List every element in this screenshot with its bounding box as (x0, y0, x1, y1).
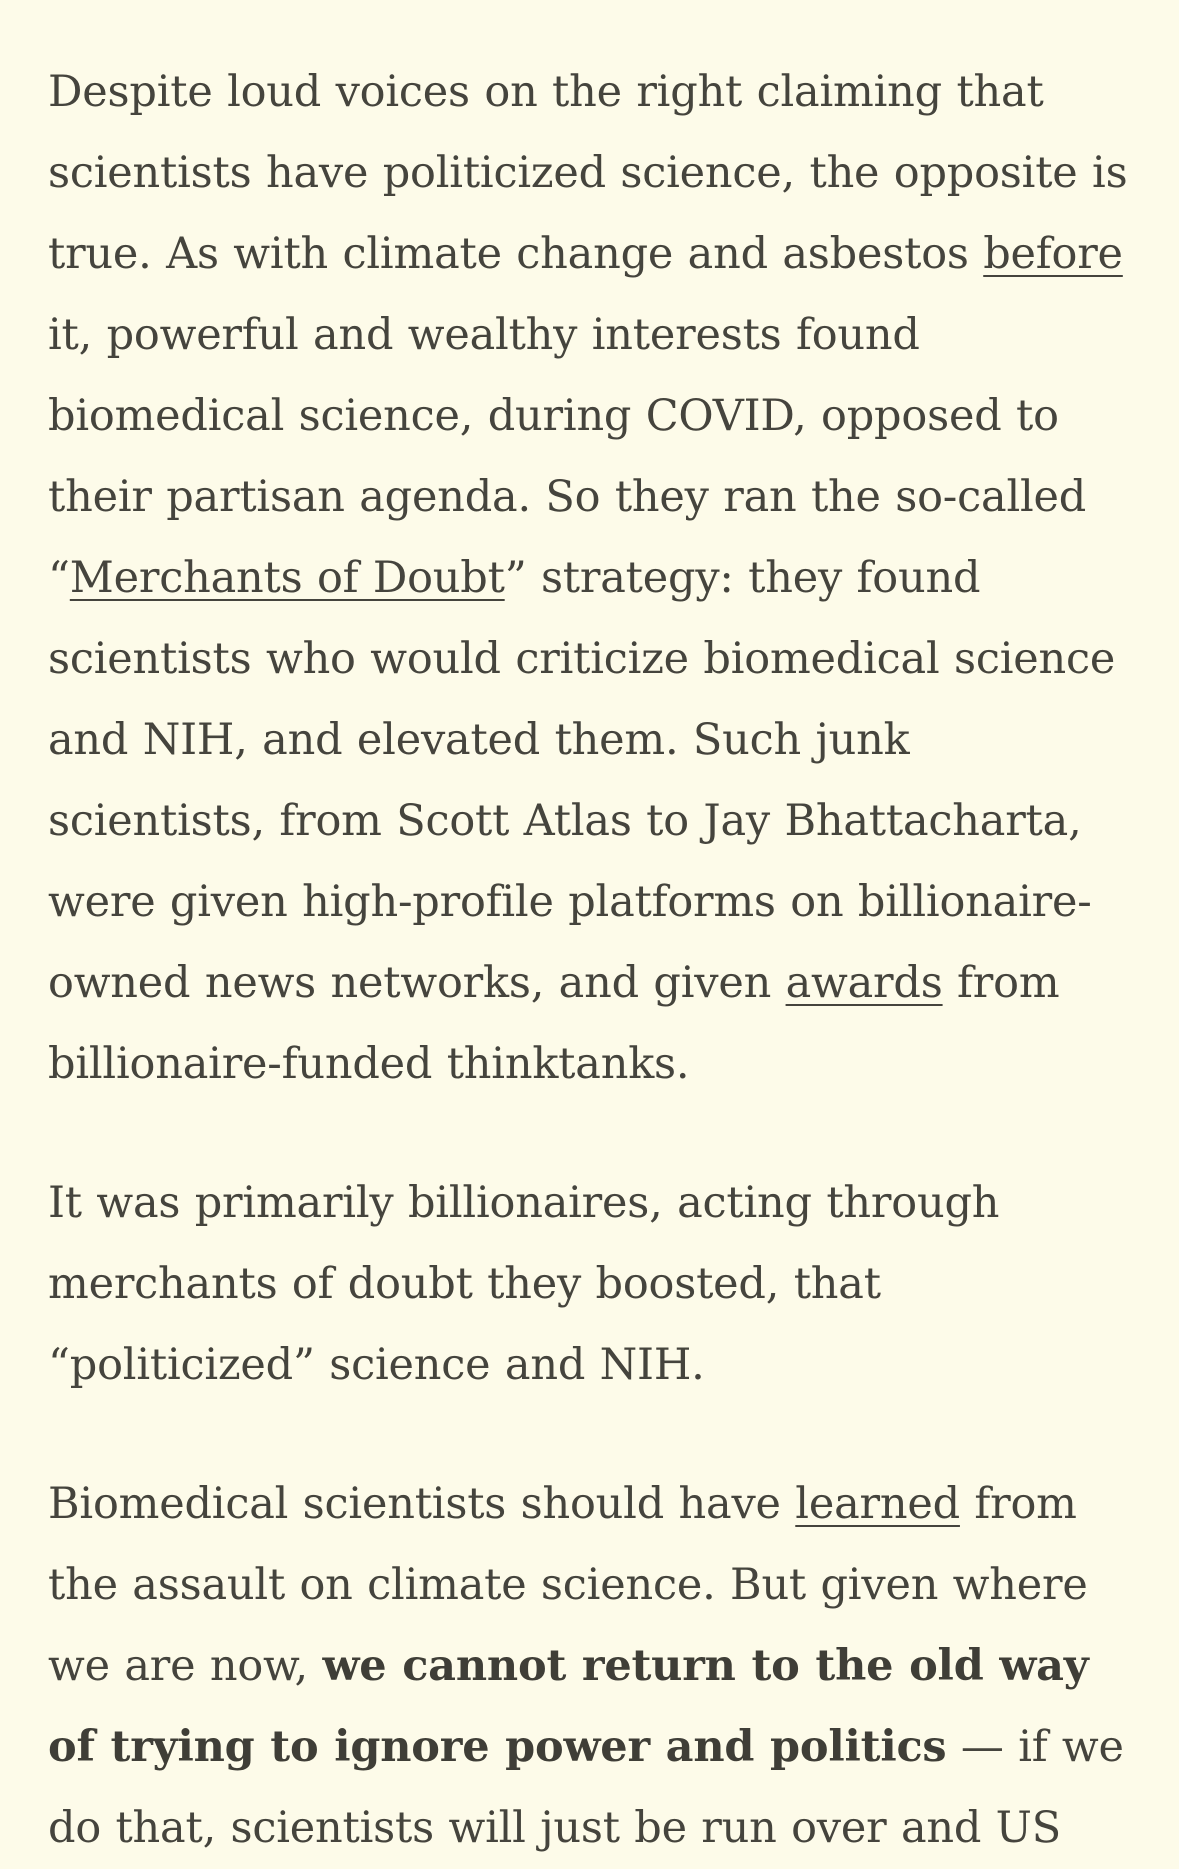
paragraph-2 (48, 1163, 1131, 1406)
link-merchants-of-doubt[interactable]: Merchants of Doubt (69, 553, 505, 603)
paragraph-text: ” strategy: they found scientists who would criticize biomedical science and NIH, and elevated them. Such junk scientists, from Scott Atlas to Jay Bhattacharta, were given high-profile platforms on billionaire-owned news networks, and given (48, 553, 1116, 1008)
paragraph-text: It was primarily billionaires, acting through merchants of doubt they boosted, that “politicized” science and NIH. (48, 1178, 1000, 1390)
link-awards[interactable]: awards (785, 958, 943, 1008)
emphasis-text: we cannot return to the old way of trying to ignore power and politics (48, 1641, 1089, 1772)
paragraph-text: Despite loud voices on the right claiming that scientists have politicized science, the opposite is true. As with climate change and asbestos (48, 67, 1128, 279)
paragraph-text: Biomedical scientists should have (48, 1479, 796, 1529)
paragraph-text: — if we do that, scientists will just be run over and US (48, 1722, 1124, 1853)
paragraph-text: from billionaire-funded thinktanks. (48, 958, 1060, 1089)
link-before[interactable]: before (983, 229, 1123, 279)
paragraph-1 (48, 52, 1131, 1105)
paragraph-text: it, powerful and wealthy interests found biomedical science, during COVID, opposed to their partisan agenda. So they ran the so-called “ (48, 310, 1087, 603)
link-learned[interactable]: learned (795, 1479, 960, 1529)
paragraph-3 (48, 1464, 1131, 1869)
paragraph-text: from the assault on climate science. But given where we are now, (48, 1479, 1088, 1691)
